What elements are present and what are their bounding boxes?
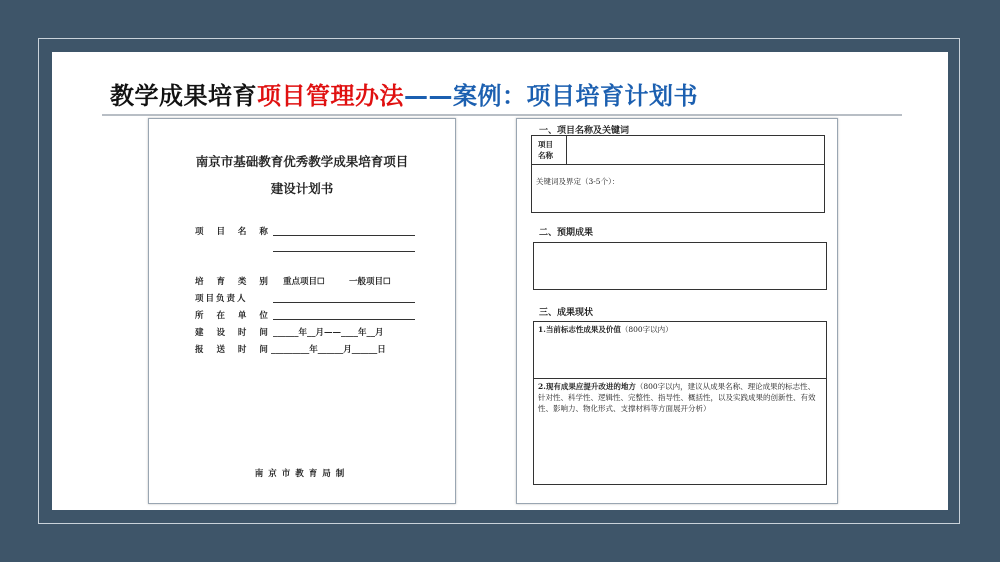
- keywords-label: 关键词及界定（3-5个）：: [536, 177, 620, 186]
- item1-note: （800字以内）: [620, 325, 673, 334]
- field-unit: 所 在 单 位: [195, 311, 273, 321]
- slide: [52, 52, 948, 510]
- title-part-red: 项目管理办法: [257, 82, 404, 110]
- title-part-blue: ——案例：项目培育计划书: [404, 82, 698, 110]
- field-leader: 项目负责人: [195, 294, 248, 304]
- title-part-black: 教学成果培育: [110, 82, 257, 110]
- field-submit-time: 报 送 时 间: [195, 345, 273, 355]
- slide-title: [110, 76, 698, 111]
- build-time-value: ______年__月——____年__月: [273, 328, 384, 338]
- item2-note: （800字以内，建议从成果名称、理论成果的标志性、针对性、科学性、逻辑性、完整性、指导性、概括性，以及实践成果的创新性、有效性、影响力、物化形式、支撑材料等方面展开分析）: [538, 382, 816, 413]
- section1-box: [531, 135, 825, 213]
- section2-box: [533, 242, 827, 290]
- project-label-1: 项目: [538, 140, 553, 149]
- section3-item1: [538, 324, 822, 335]
- cover-page: [148, 118, 456, 504]
- section3-box: [533, 321, 827, 485]
- section3-item2: [538, 381, 822, 414]
- section1-title: 一、项目名称及关键词: [539, 126, 630, 136]
- submit-time-value: _________年______月______日: [271, 345, 386, 355]
- cover-title-line1: 南京市基础教育优秀教学成果培育项目: [195, 154, 409, 169]
- cover-title-line2: 建设计划书: [270, 181, 334, 196]
- unit-line: [273, 319, 415, 320]
- project-label-2: 名称: [538, 151, 553, 160]
- cover-footer: 南京市教育局制: [254, 469, 350, 479]
- section3-title: 三、成果现状: [539, 308, 594, 318]
- section2-title: 二、预期成果: [539, 228, 594, 238]
- form-page: [516, 118, 838, 504]
- item1-title: 1.当前标志性成果及价值: [538, 325, 621, 334]
- project-name-line1: [273, 235, 415, 236]
- category-option-general: 一般项目☐: [349, 277, 391, 287]
- category-option-key: 重点项目☐: [283, 277, 325, 287]
- project-name-line2: [273, 251, 415, 252]
- item2-title: 2.现有成果应提升改进的地方: [538, 382, 636, 391]
- field-category: 培 育 类 别: [195, 277, 273, 287]
- leader-line: [273, 302, 415, 303]
- field-project-name: 项 目 名 称: [195, 227, 273, 237]
- field-build-time: 建 设 时 间: [195, 328, 273, 338]
- title-divider: [102, 114, 902, 116]
